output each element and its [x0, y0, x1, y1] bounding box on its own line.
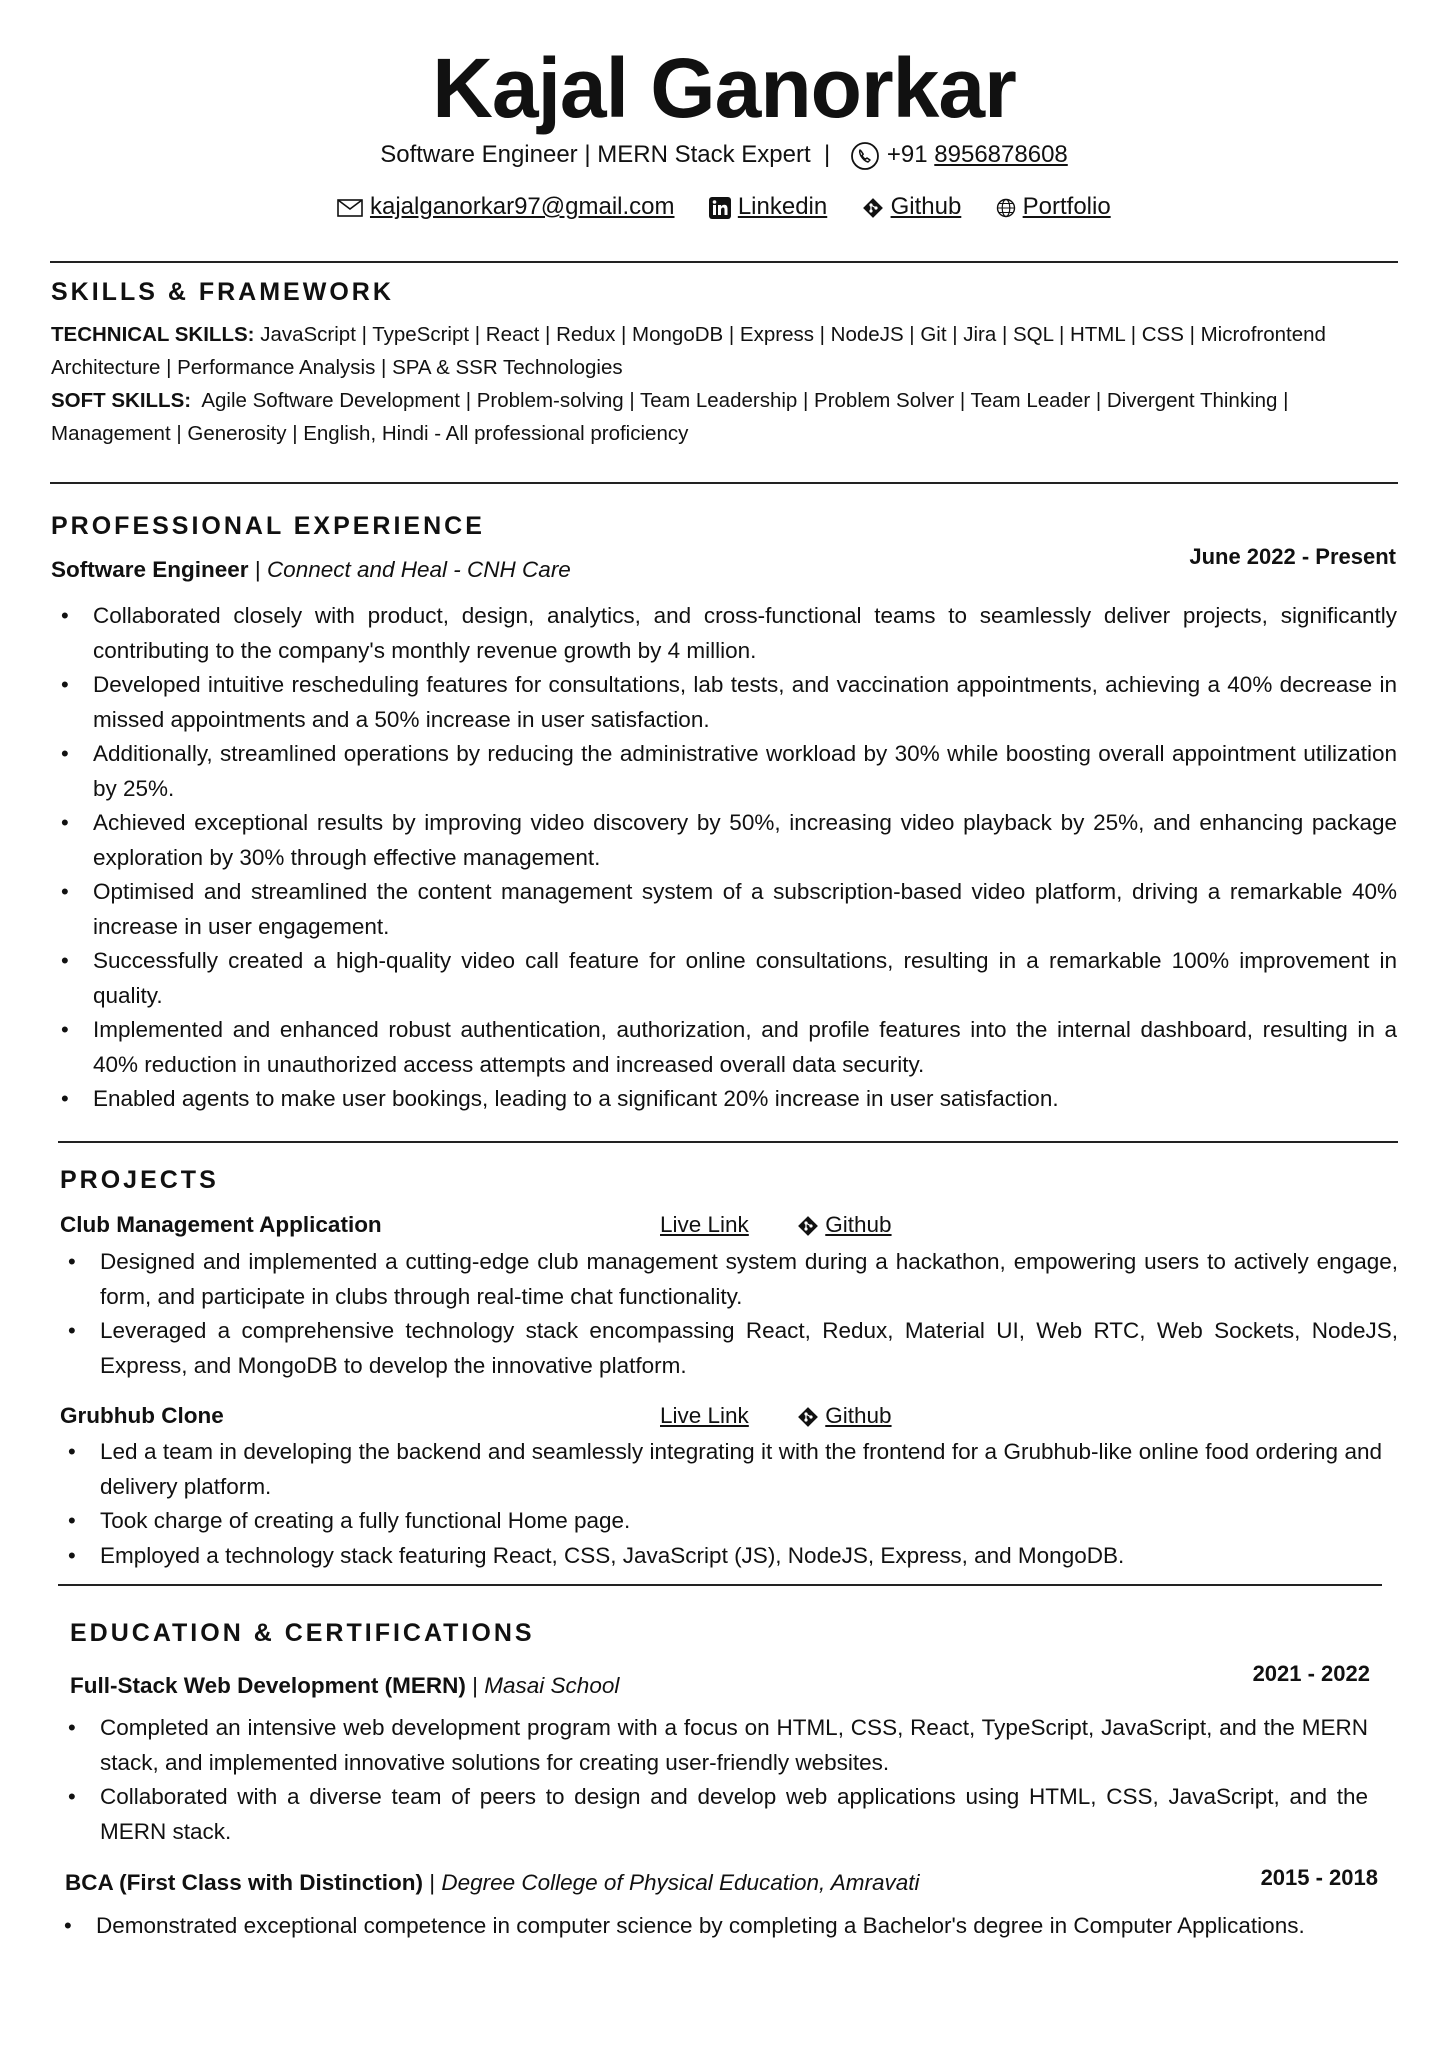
education-school: Degree College of Physical Education, Amravati	[441, 1870, 920, 1895]
job-dates: June 2022 - Present	[1189, 544, 1396, 569]
divider	[58, 1141, 1398, 1143]
skills-body	[51, 318, 1396, 450]
job-role: Software Engineer	[51, 557, 249, 582]
candidate-name: Kajal Ganorkar	[432, 41, 1016, 135]
tagline-row: Software Engineer | MERN Stack Expert | +91 8956878608	[0, 138, 1448, 173]
git-icon	[797, 1403, 819, 1428]
education-dates: 2021 - 2022	[1252, 1661, 1370, 1686]
job-company: Connect and Heal - CNH Care	[266, 557, 571, 582]
technical-skills-list: JavaScript | TypeScript | React | Redux | MongoDB | Express | NodeJS | Git | Jira | SQL | HTML | CSS | Microfrontend Architecture | Performance Analysis | SPA & SSR Technologies	[51, 323, 1326, 379]
github-link[interactable]: Github	[825, 1212, 892, 1237]
divider	[50, 482, 1398, 484]
linkedin-contact[interactable]	[709, 190, 827, 224]
github-link[interactable]: Github	[825, 1403, 892, 1428]
technical-skills	[51, 318, 1396, 384]
contact-links	[0, 190, 1448, 224]
education-school: Masai School	[484, 1673, 620, 1698]
projects-section-title: PROJECTS	[60, 1166, 219, 1194]
live-link[interactable]: Live Link	[660, 1212, 749, 1237]
education-dates: 2015 - 2018	[1260, 1865, 1378, 1890]
linkedin-icon	[709, 193, 731, 220]
email-contact[interactable]	[337, 190, 674, 224]
project-name: Club Management Application	[60, 1212, 382, 1237]
job-heading: Software Engineer | Connect and Heal - CNH Care	[51, 557, 571, 582]
technical-skills-label: TECHNICAL SKILLS:	[51, 323, 255, 346]
list-item: • Took charge of creating a fully functional Home page.	[58, 1504, 1382, 1539]
github-contact[interactable]	[862, 190, 961, 224]
list-item: • Demonstrated exceptional competence in computer science by completing a Bachelor's degree in Computer Applications.	[54, 1909, 1394, 1944]
education-degree: Full-Stack Web Development (MERN)	[70, 1673, 466, 1698]
phone-number-link[interactable]: 8956878608	[934, 141, 1068, 168]
git-icon	[862, 193, 884, 220]
list-item: • Implemented and enhanced robust authentication, authorization, and profile features into the internal dashboard, resulting in a 40% reduction in unauthorized access attempts and increased overall data security.	[51, 1013, 1397, 1082]
list-item: • Successfully created a high-quality video call feature for online consultations, resulting in a remarkable 100% improvement in quality.	[51, 944, 1397, 1013]
divider	[58, 1584, 1382, 1586]
project-heading	[60, 1209, 960, 1241]
globe-icon	[996, 193, 1016, 220]
list-item: • Designed and implemented a cutting-edge club management system during a hackathon, empowering users to actively engage, form, and participate in clubs through real-time chat functionality.	[58, 1245, 1398, 1314]
github-link[interactable]: Github	[890, 193, 962, 220]
list-item: • Collaborated with a diverse team of peers to design and develop web applications using HTML, CSS, JavaScript, and the MERN stack.	[58, 1780, 1368, 1849]
education-heading: BCA (First Class with Distinction) | Degree College of Physical Education, Amravati	[65, 1870, 920, 1895]
list-item: • Developed intuitive rescheduling features for consultations, lab tests, and vaccination appointments, achieving a 40% decrease in missed appointments and a 50% increase in user satisfaction.	[51, 668, 1397, 737]
project-bullets	[58, 1435, 1382, 1573]
email-link[interactable]: kajalganorkar97@gmail.com	[369, 193, 675, 220]
project-github[interactable]	[797, 1400, 892, 1432]
list-item: • Employed a technology stack featuring React, CSS, JavaScript (JS), NodeJS, Express, and MongoDB.	[58, 1539, 1382, 1574]
phone-prefix: +91	[886, 141, 928, 168]
list-item: • Leveraged a comprehensive technology stack encompassing React, Redux, Material UI, Web RTC, Web Sockets, NodeJS, Express, and MongoDB to develop the innovative platform.	[58, 1314, 1398, 1383]
list-item: • Additionally, streamlined operations by reducing the administrative workload by 30% while boosting overall appointment utilization by 25%.	[51, 737, 1397, 806]
project-name: Grubhub Clone	[60, 1403, 224, 1428]
project-bullets	[58, 1245, 1398, 1383]
divider	[50, 261, 1398, 263]
education-degree: BCA (First Class with Distinction)	[65, 1870, 423, 1895]
linkedin-link[interactable]: Linkedin	[737, 193, 828, 220]
list-item: • Achieved exceptional results by improving video discovery by 50%, increasing video playback by 25%, and enhancing package exploration by 30% through effective management.	[51, 806, 1397, 875]
mail-icon	[337, 193, 363, 220]
git-icon	[797, 1212, 819, 1237]
soft-skills	[51, 384, 1396, 450]
live-link[interactable]: Live Link	[660, 1403, 749, 1428]
project-github[interactable]	[797, 1209, 892, 1241]
soft-skills-label: SOFT SKILLS:	[51, 389, 192, 412]
list-item: • Optimised and streamlined the content management system of a subscription-based video platform, driving a remarkable 40% increase in user engagement.	[51, 875, 1397, 944]
portfolio-contact[interactable]	[996, 190, 1111, 224]
list-item: • Completed an intensive web development program with a focus on HTML, CSS, React, TypeScript, JavaScript, and the MERN stack, and implemented innovative solutions for creating user-friendly websites.	[58, 1711, 1368, 1780]
education-heading: Full-Stack Web Development (MERN) | Masai School	[70, 1673, 620, 1698]
list-item: • Led a team in developing the backend and seamlessly integrating it with the frontend for a Grubhub-like online food ordering and delivery platform.	[58, 1435, 1382, 1504]
education-section-title: EDUCATION & CERTIFICATIONS	[70, 1619, 535, 1647]
project-heading	[60, 1400, 960, 1432]
experience-bullets	[51, 599, 1397, 1117]
skills-section-title: SKILLS & FRAMEWORK	[51, 278, 394, 306]
list-item: • Collaborated closely with product, design, analytics, and cross-functional teams to seamlessly deliver projects, significantly contributing to the company's monthly revenue growth by 4 million.	[51, 599, 1397, 668]
soft-skills-list: Agile Software Development | Problem-solving | Team Leadership | Problem Solver | Team Leader | Divergent Thinking | Management | Generosity | English, Hindi - All professional proficiency	[51, 389, 1289, 445]
experience-section-title: PROFESSIONAL EXPERIENCE	[51, 512, 485, 540]
list-item: • Enabled agents to make user bookings, leading to a significant 20% increase in user satisfaction.	[51, 1082, 1397, 1117]
education-bullets	[54, 1909, 1394, 1944]
portfolio-link[interactable]: Portfolio	[1022, 193, 1111, 220]
phone-icon	[850, 139, 880, 173]
education-bullets	[58, 1711, 1368, 1849]
tagline: Software Engineer | MERN Stack Expert	[380, 141, 811, 168]
